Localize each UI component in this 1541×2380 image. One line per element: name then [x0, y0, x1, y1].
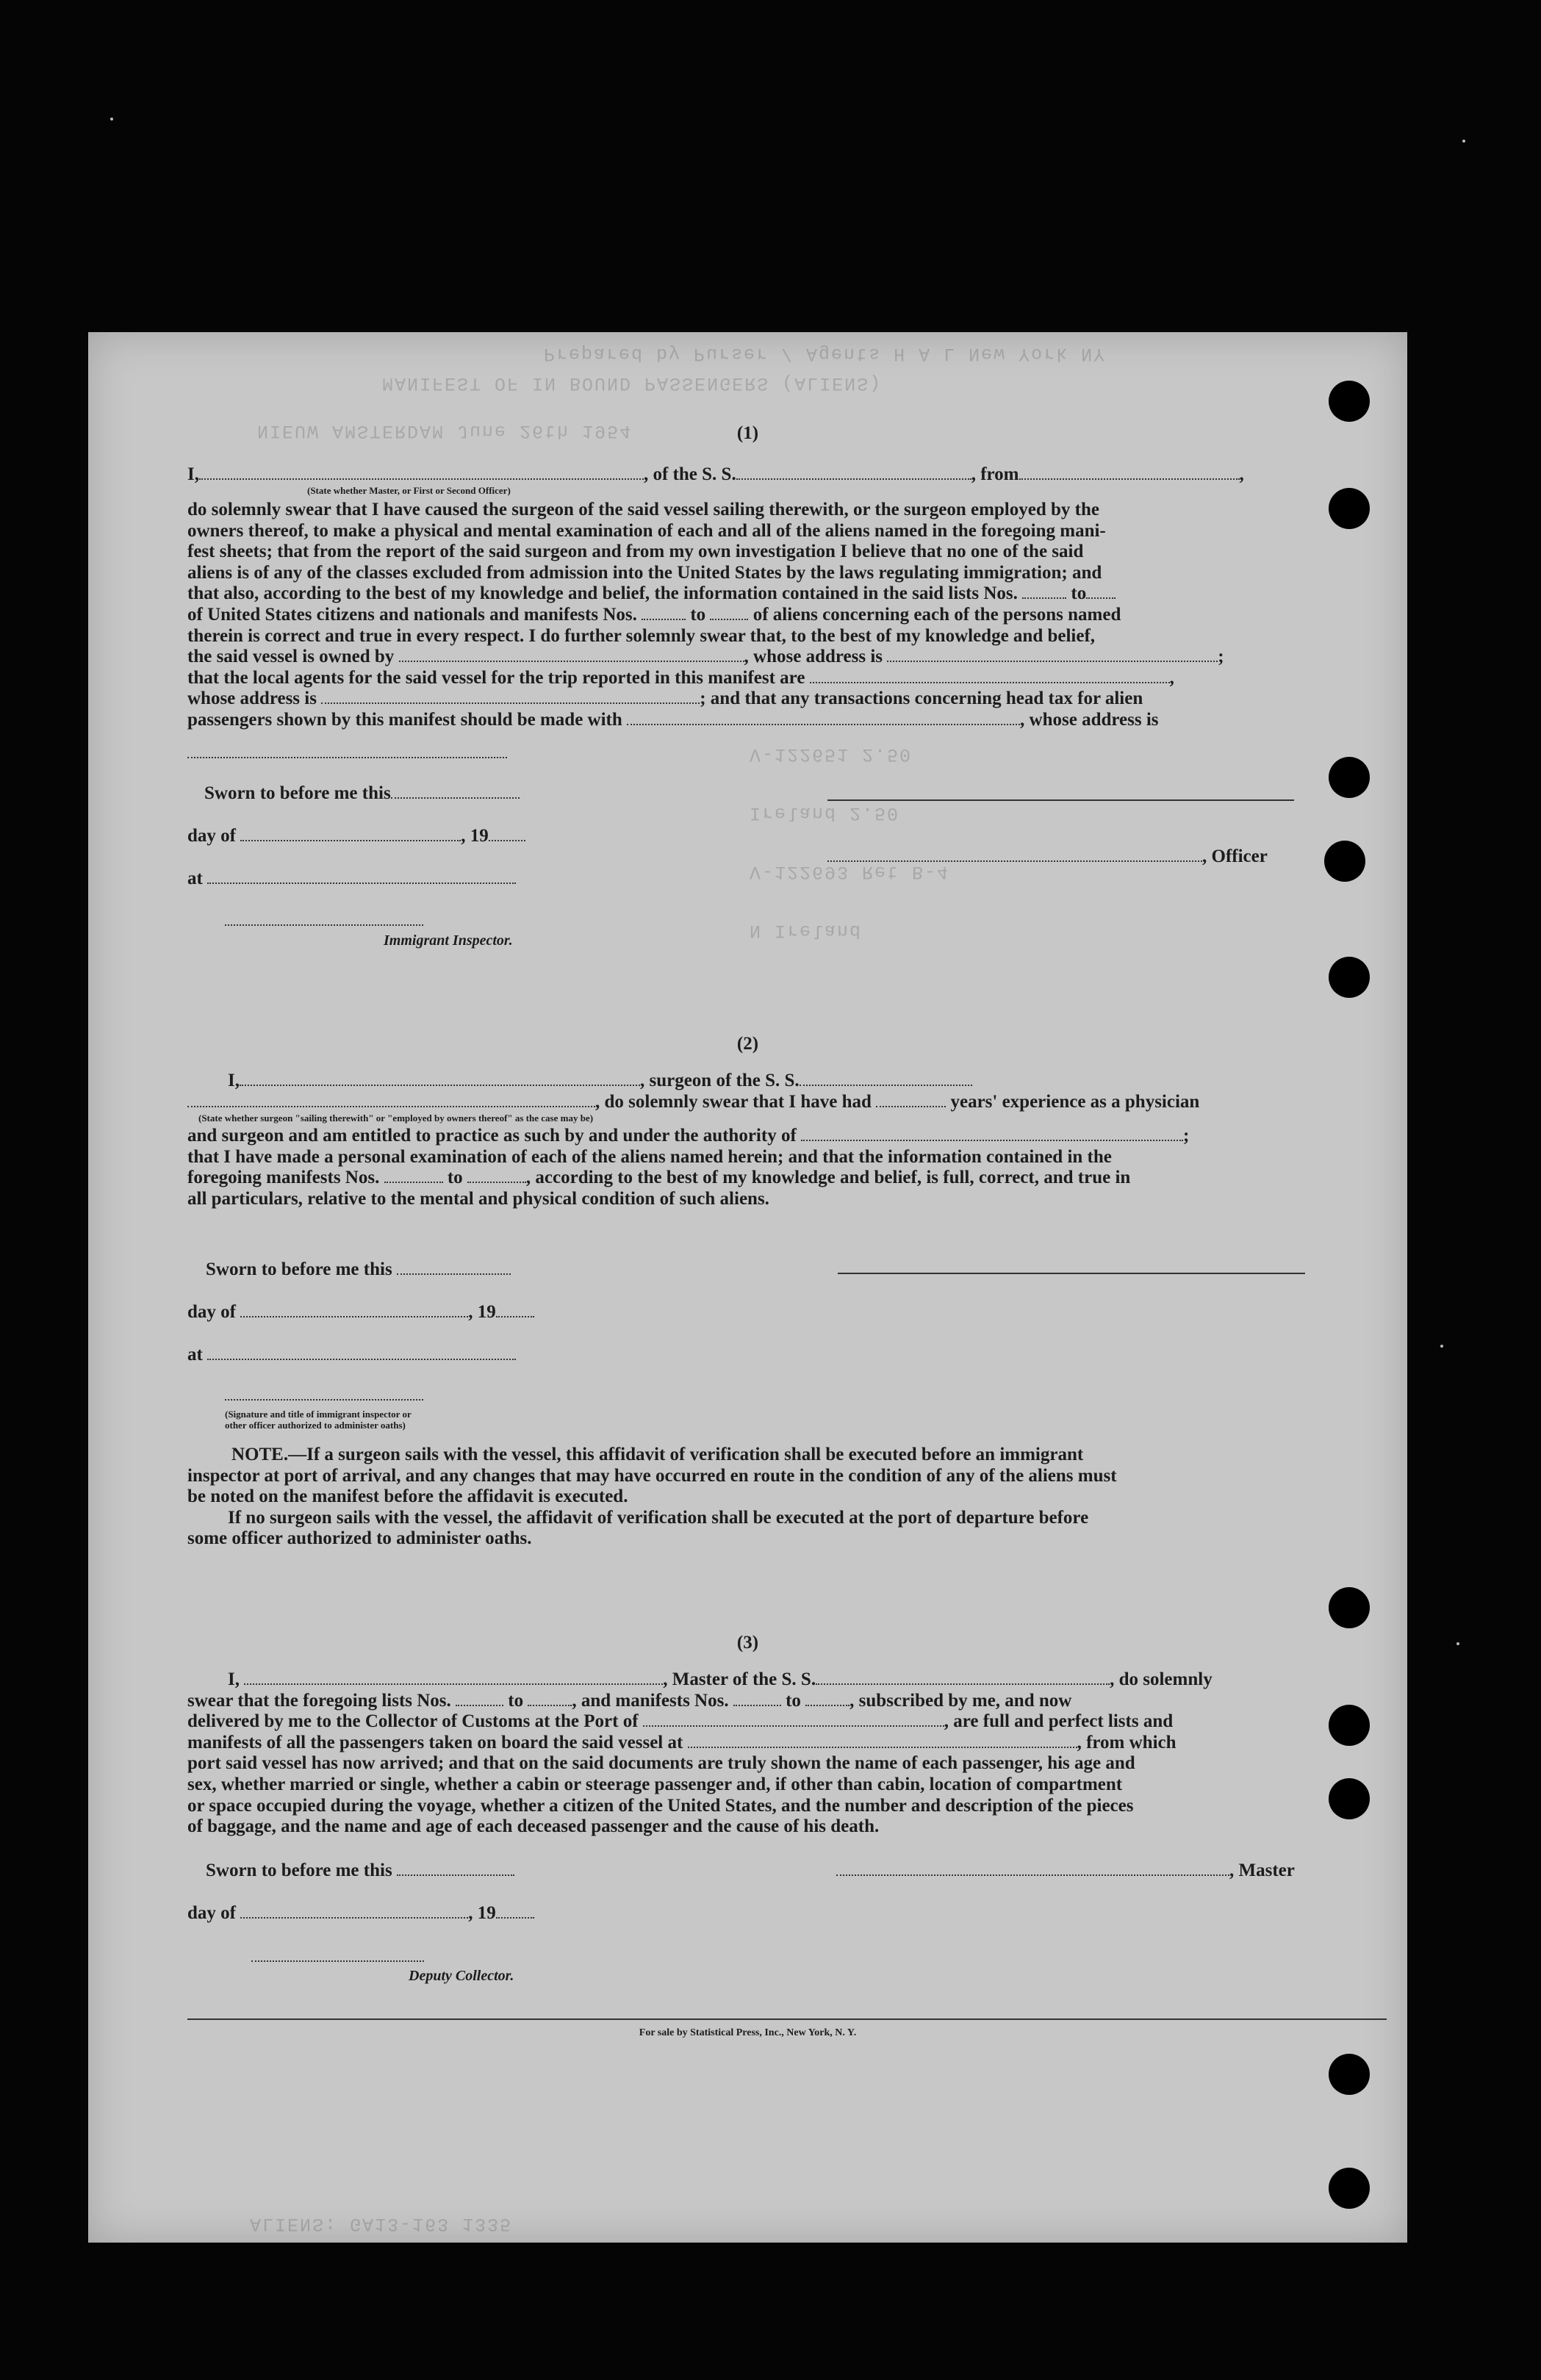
- bleed-through-text: MANIFEST OF IN BOUND PASSENGERS (ALIENS): [382, 373, 883, 394]
- experience-line: , do solemnly swear that I have had years' experience as a physician: [187, 1092, 1199, 1112]
- address-line: [187, 757, 507, 758]
- at-line: at: [187, 1345, 516, 1365]
- deputy-signature-line: [251, 1960, 424, 1962]
- surgeon-line: I, , surgeon of the S. S.: [228, 1071, 972, 1091]
- printer-footer: For sale by Statistical Press, Inc., New York, N. Y.: [639, 2027, 857, 2038]
- punch-hole: [1329, 488, 1370, 529]
- affidavit-paragraph-3: I, , Master of the S. S. , do solemnly swear that the foregoing lists Nos. to , and manifests Nos. to , subscribed by me, and now delivered by me to the Collector of Customs at the Port of , are full and perfect lists and manifests of all the passengers taken on board the said vessel at , from which port said vessel has now arrived; and that on the said documents are truly shown the name of each passenger, his age and sex, whether married or single, whether a cabin or steerage passenger and, if other than cabin, location of compartment or space occupied during the voyage, whether a citizen of the United States, and the number and description of the pieces of baggage, and the name and age of each deceased passenger and the cause of his death.: [187, 1669, 1213, 1837]
- bleed-through-text: Ireland 2.50: [750, 802, 900, 824]
- inspector-title: Immigrant Inspector.: [384, 932, 513, 949]
- surgeon-signature-line: [838, 1273, 1305, 1274]
- manifest-page: [88, 332, 1407, 2243]
- section-number: (2): [736, 1034, 759, 1054]
- punch-hole: [1324, 841, 1365, 882]
- day-line: day of , 19: [187, 1903, 534, 1924]
- inspector-signature-line: [225, 924, 423, 926]
- punch-hole: [1329, 1705, 1370, 1746]
- signature-line: [827, 799, 1294, 801]
- day-line: day of , 19: [187, 1302, 534, 1323]
- bleed-through-text: V-122693 Ret B-4: [750, 861, 950, 882]
- day-line: day of , 19: [187, 826, 525, 846]
- bleed-through-text: V-122651 2.50: [750, 744, 913, 765]
- affidavit-paragraph-2: and surgeon and am entitled to practice as such by and under the authority of ; that I have made a personal examination of each of the aliens named herein; and that the information contained in the foregoing manifests Nos. to , according to the best of my knowledge and belief, is full, correct, and true in all particulars, relative to the mental and physical condition of such aliens.: [187, 1126, 1190, 1209]
- punch-hole: [1329, 1778, 1370, 1819]
- dust-speck: [1462, 140, 1465, 143]
- sworn-line: Sworn to before me this: [206, 1861, 514, 1881]
- punch-hole: [1329, 381, 1370, 422]
- signature-note: (Signature and title of immigrant inspector or: [225, 1409, 412, 1420]
- sworn-line: Sworn to before me this: [204, 783, 520, 804]
- punch-hole: [1329, 2054, 1370, 2095]
- affiant-line: I, , of the S. S. , from ,: [187, 464, 1244, 484]
- punch-hole: [1329, 957, 1370, 998]
- signature-note: other officer authorized to administer oaths): [225, 1420, 406, 1431]
- signature-line: [225, 1399, 423, 1401]
- bleed-through-text: NIEUW AMSTERDAM June 26th 1954: [257, 420, 633, 442]
- punch-hole: [1329, 2168, 1370, 2209]
- surgeon-note: (State whether surgeon "sailing therewith" or "employed by owners thereof" as the case may be): [198, 1112, 594, 1124]
- section-number: (3): [736, 1633, 759, 1653]
- section-number: (1): [736, 423, 759, 443]
- dust-speck: [1440, 1345, 1443, 1348]
- punch-hole: [1329, 757, 1370, 798]
- note-paragraph: NOTE.—If a surgeon sails with the vessel, this affidavit of verification shall be executed before an immigrant inspector at port of arrival, and any changes that may have occurred en route in the condition of any of the aliens must be noted on the manifest before the affidavit is executed. If no surgeon sails with the vessel, the affidavit of verification shall be executed at the port of departure before some officer authorized to administer oaths.: [187, 1445, 1117, 1549]
- at-line: at: [187, 869, 516, 889]
- dust-speck: [110, 118, 113, 121]
- sworn-line: Sworn to before me this: [206, 1259, 511, 1280]
- officer-note: (State whether Master, or First or Second Officer): [307, 485, 511, 496]
- affidavit-paragraph-1: do solemnly swear that I have caused the surgeon of the said vessel sailing therewith, or the surgeon employed by the owners thereof, to make a physical and mental examination of each and all of the aliens named in the foregoing mani- fest sheets; that from the report of the said surgeon and from my own investigation I believe that no one of the said aliens is of any of the classes excluded from admission into the United States by the laws regulating immigration; and that also, according to the best of my knowledge and belief, the information contained in the said lists Nos. to of United States citizens and nationals and manifests Nos. to of aliens concerning each of the persons named therein is correct and true in every respect. I do further solemnly swear that, to the best of my knowledge and belief, the said vessel is owned by , whose address is ; that the local agents for the said vessel for the trip reported in this manifest are , whose address is ; and that any transactions concerning head tax for alien passengers shown by this manifest should be made with , whose address is: [187, 500, 1224, 730]
- master-line: , Master: [836, 1861, 1295, 1881]
- bleed-through-text: Prepared by Purser / Agents H A L New York NY: [544, 343, 1107, 364]
- punch-hole: [1329, 1587, 1370, 1628]
- officer-line: , Officer: [827, 846, 1268, 867]
- bleed-through-text: ALIENS: GA13-163 1335: [250, 2213, 513, 2235]
- dust-speck: [1456, 1642, 1459, 1645]
- bleed-through-text: N Ireland: [750, 920, 863, 941]
- footer-rule: [187, 2018, 1387, 2020]
- deputy-title: Deputy Collector.: [409, 1968, 514, 1984]
